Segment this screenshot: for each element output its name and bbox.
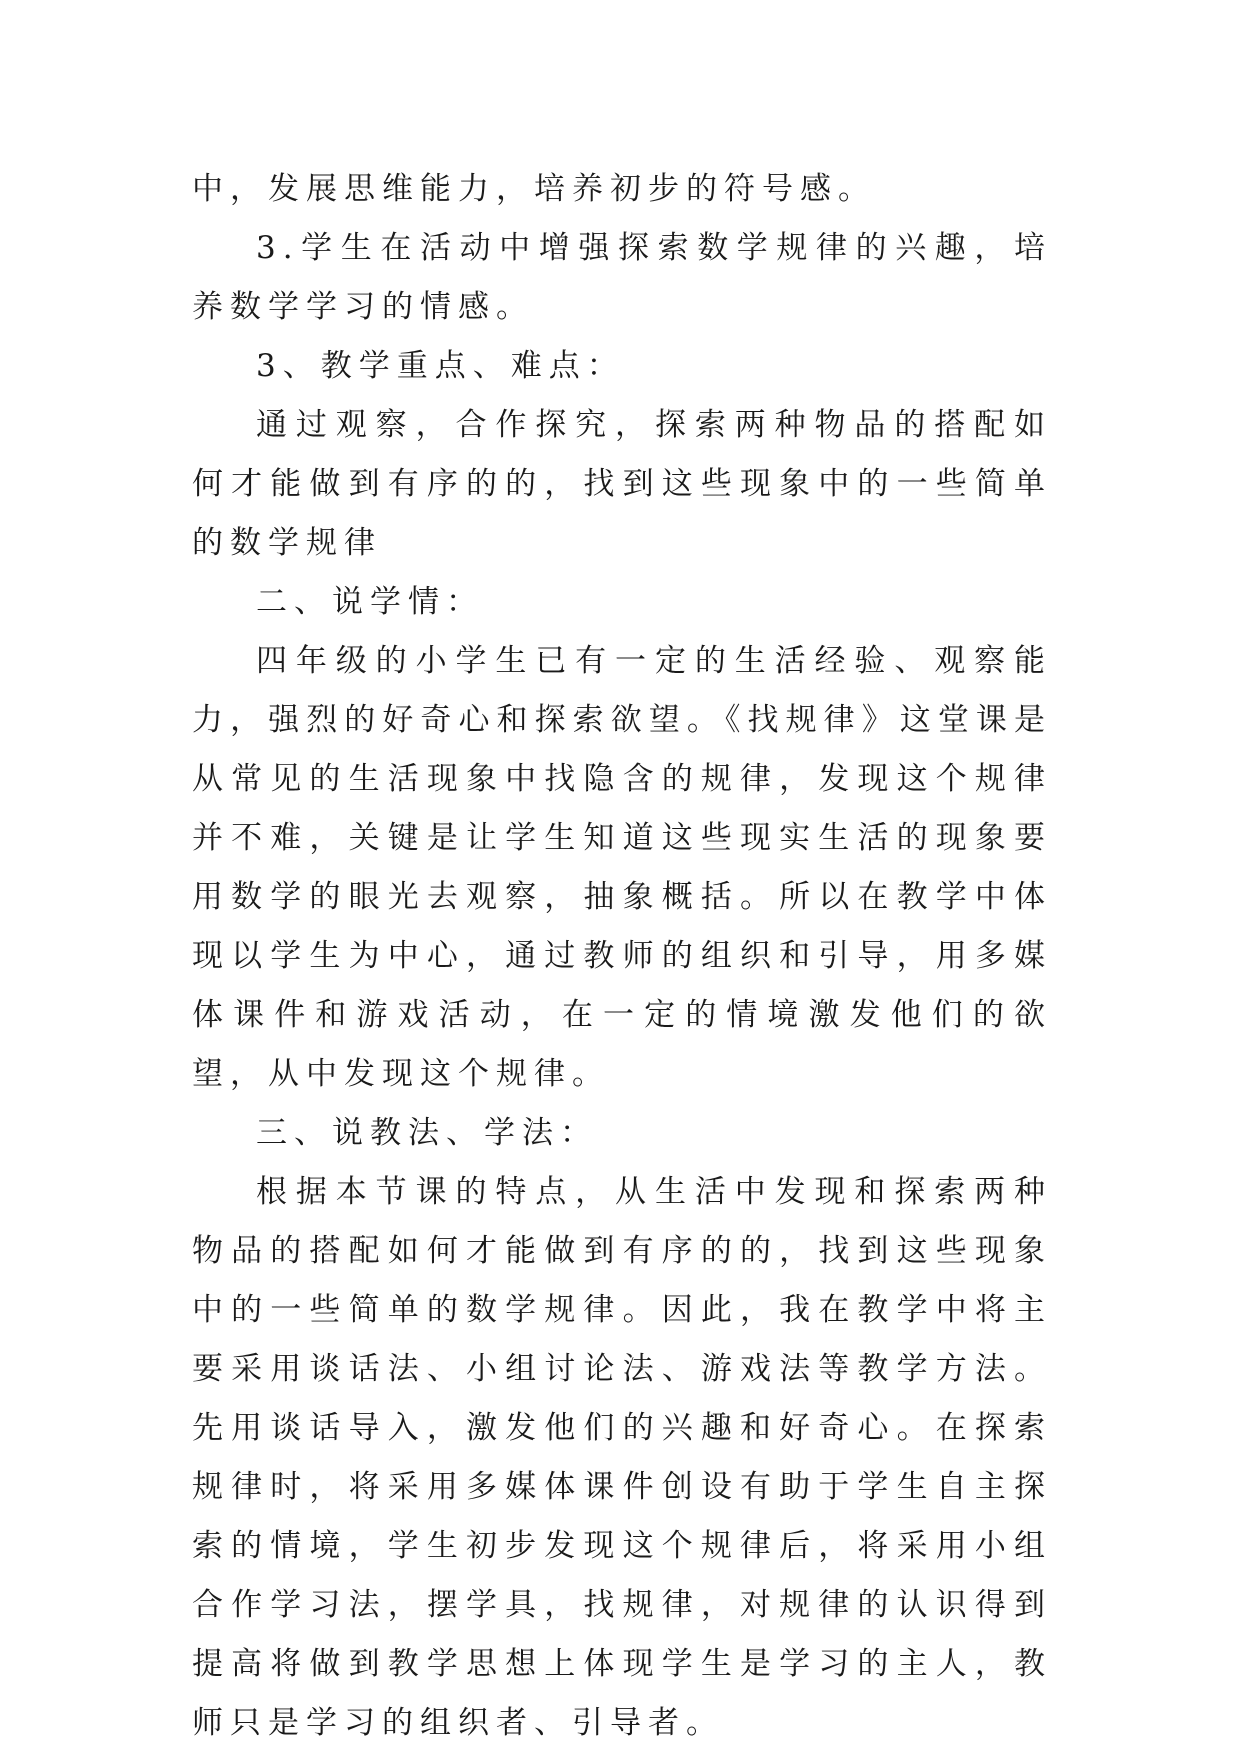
paragraph-objective-3: 3.学生在活动中增强探索数学规律的兴趣，培养数学学习的情感。 [192,230,1052,325]
paragraph-student-analysis: 四年级的小学生已有一定的生活经验、观察能力，强烈的好奇心和探索欲望。《找规律》这堂课是从常见的生活现象中找隐含的规律，发现这个规律并不难，关键是让学生知道这些现实生活的现象要用数学的眼光去观察，抽象概括。所以在教学中体现以学生为中心，通过教师的组织和引导，用多媒体课件和游戏活动，在一定的情境激发他们的欲望，从中发现这个规律。 [192,643,1052,1092]
document-body [192,160,1052,1753]
heading-teaching-methods: 三、说教法、学法： [256,1115,598,1151]
paragraph-teaching-methods: 根据本节课的特点，从生活中发现和探索两种物品的搭配如何才能做到有序的的，找到这些现象中的一些简单的数学规律。因此，我在教学中将主要采用谈话法、小组讨论法、游戏法等教学方法。先用谈话导入，激发他们的兴趣和好奇心。在探索规律时，将采用多媒体课件创设有助于学生自主探索的情境，学生初步发现这个规律后，将采用小组合作学习法，摆学具，找规律，对规律的认识得到提高将做到教学思想上体现学生是学习的主人，教师只是学习的组织者、引导者。 [192,1174,1052,1741]
heading-key-points: 3、教学重点、难点： [256,348,625,384]
paragraph-continuation: 中，发展思维能力，培养初步的符号感。 [192,171,876,207]
paragraph-key-points: 通过观察，合作探究，探索两种物品的搭配如何才能做到有序的的，找到这些现象中的一些简单的数学规律 [192,407,1052,561]
heading-student-analysis: 二、说学情： [256,584,484,620]
